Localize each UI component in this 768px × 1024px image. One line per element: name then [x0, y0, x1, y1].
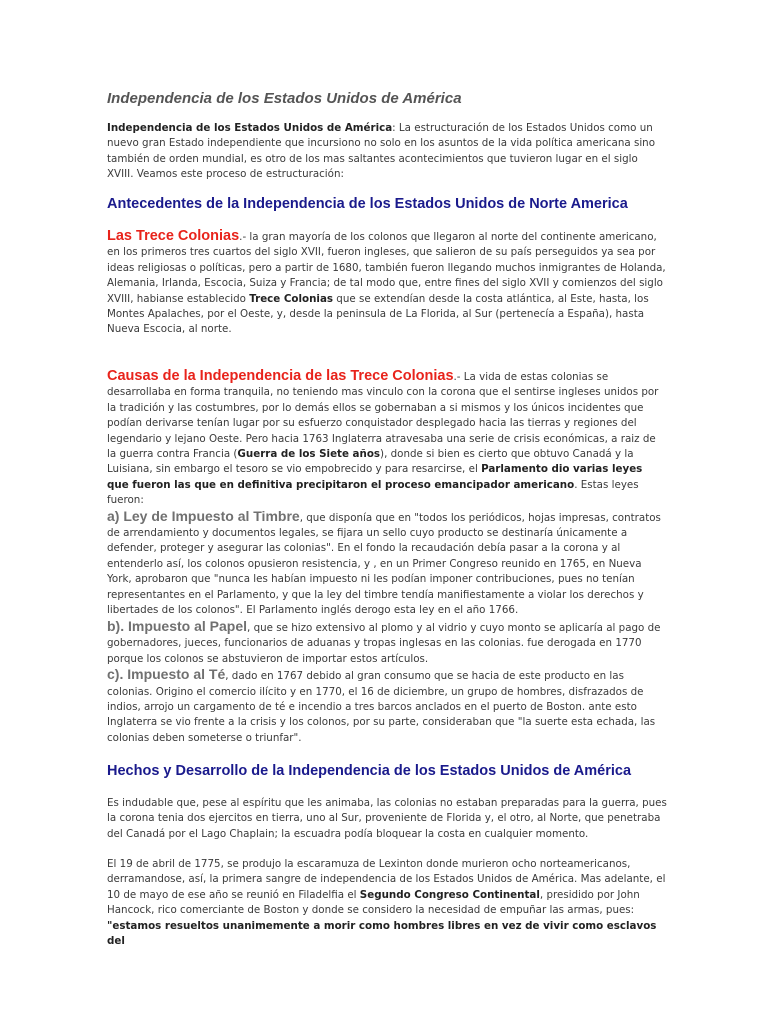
section-heading-antecedentes — [107, 196, 667, 212]
trece-colonias-paragraph — [107, 229, 667, 338]
intro-bold-term: Independencia de los Estados Unidos de América — [107, 122, 393, 134]
trece-text-2: que se extendían desde la costa atlántica, al Este, hasta, los Montes Apalaches, por el Oeste, y, desde la peninsula de La Florida, al Sur (pertenecía a España), hasta Nueva Escocia, al norte. — [107, 292, 649, 336]
hechos-paragraph-1: Es indudable que, pese al espíritu que les animaba, las colonias no estaban preparadas para la guerra, pues la corona tenia dos ejercitos en tierra, uno al Sur, proveniente de Florida y, el otro, al Norte, que penetraba del Canadá por el Lago Chaplain; la escuadra podía bloquear la costa en cualquier momento. — [107, 797, 667, 840]
causas-paragraph — [107, 369, 667, 619]
intro-paragraph — [107, 121, 667, 183]
causas-text-1: .- La vida de estas colonias se desarrollaba en forma tranquila, no teniendo mas vinculo con la corona que el sentirse ingleses unidos por la tradición y las costumbres, por lo demás ellos se gobernaban a si mismos y los únicos incidentes que podían derivarse tenían lugar por su esfuerzo conquistador desplegado hacia las tierras y regiones del legendario y lejano Oeste. Pero hacia 1763 Inglaterra atravesaba una serie de crisis económicas, a raiz de la guerra contra Francia ( — [107, 371, 659, 461]
hechos-paragraph-2 — [107, 857, 667, 949]
hechos-bold-2: "estamos resueltos unanimemente a morir como hombres libres en vez de vivir como esclavos del — [107, 919, 657, 948]
section-heading-hechos — [107, 763, 667, 779]
te-heading: c). Impuesto al Té — [107, 666, 226, 683]
trece-bold: Trece Colonias — [249, 292, 334, 305]
causas-bold-1: Guerra de los Siete años — [237, 448, 381, 461]
hechos-text-2: , presidido por John Hancock, rico comerciante de Boston y donde se considero la necesidad de empuñar las armas, pues: — [107, 888, 640, 917]
papel-text: , que se hizo extensivo al plomo y al vidrio y cuyo monto se aplicaría al pago de gobernadores, jueces, funcionarios de aduanas y tropas inglesas en las colonias. fue derogada en 1770 porque los colonos se abstuvieron de importar estos artículos. — [107, 622, 661, 665]
timbre-heading: a) Ley de Impuesto al Timbre — [107, 507, 300, 524]
causas-bold-2: Parlamento dio varias leyes que fueron las que en definitiva precipitaron el proceso emancipador americano — [107, 463, 643, 491]
papel-heading: b). Impuesto al Papel — [107, 618, 248, 634]
intro-text: : La estructuración de los Estados Unidos como un nuevo gran Estado independiente que incursiono no solo en los asuntos de la vida política americana sino también de orden mundial, es otro de los mas saltantes acontecimientos que tuvieron lugar en el siglo XVIII. Veamos este proceso de estructuración: — [107, 122, 656, 181]
hechos-text-1: El 19 de abril de 1775, se produjo la escaramuza de Lexinton donde murieron ocho norteamericanos, derramandose, así, la primera sangre de independencia de los Estados Unidos de América. Mas adelante, el 10 de mayo de ese año se reunió en Filadelfia el — [107, 858, 666, 901]
te-text: , dado en 1767 debido al gran consumo que se hacia de este producto en las colonias. Origino el comercio ilícito y en 1770, el 16 de diciembre, un grupo de hombres, disfrazados de indios, arrojo un cargamento de té e incendio a tres barcos anclados en el puerto de Boston. ante esto Inglaterra se vio frente a la crisis y los colonos, por su parte, consideraban que "la suerte esta echada, las colonias deben someterse o triunfar". — [107, 670, 656, 744]
section-heading-text: Antecedentes de la Independencia de los Estados Unidos de Norte America — [107, 196, 628, 212]
hechos-bold-1: Segundo Congreso Continental — [359, 888, 540, 901]
section-heading-text: Hechos y Desarrollo de la Independencia de los Estados Unidos de América — [107, 763, 632, 779]
trece-colonias-heading: Las Trece Colonias — [107, 228, 240, 244]
causas-text-3: . Estas leyes fueron: — [107, 478, 639, 507]
document-title: Independencia de los Estados Unidos de América — [107, 90, 462, 107]
papel-te-paragraph — [107, 619, 667, 746]
causas-heading: Causas de la Independencia de las Trece Colonias — [107, 368, 454, 384]
causas-text-2: ), donde si bien es cierto que obtuvo Canadá y la Luisiana, sin embargo el tesoro se vio empobrecido y para resarcirse, el — [107, 448, 634, 476]
trece-text-1: .- la gran mayoría de los colonos que llegaron al norte del continente americano, en los primeros tres cuartos del siglo XVII, fueron ingleses, que salieron de su país perseguidos ya sea por ideas religiosas o políticas, pero a partir de 1680, también fueron llegando muchos inmigrantes de Holanda, Alemania, Irlanda, Escocia, Suiza y Francia; de tal modo que, entre fines del siglo XVII y comienzos del siglo XVIII, habianse establecido — [107, 231, 666, 305]
timbre-text: , que disponía que en "todos los periódicos, hojas impresas, contratos de arrendamiento y documentos legales, se fijara un sello cuyo producto se destinaría únicamente a defender, proteger y asegurar las colonias". En el fondo la recaudación debía pasar a la corona y al entenderlo así, los colonos opusieron resistencia, y , en un Primer Congreso reunido en 1765, en Nueva York, aprobaron que "nunca les habían impuesto ni les podían imponer contribuciones, pues no tenían representantes en el Parlamento, y que la ley del timbre tendía manifiestamente a violar los derechos y libertades de los colonos". El Parlamento inglés derogo esta ley en el año 1766. — [107, 511, 661, 617]
